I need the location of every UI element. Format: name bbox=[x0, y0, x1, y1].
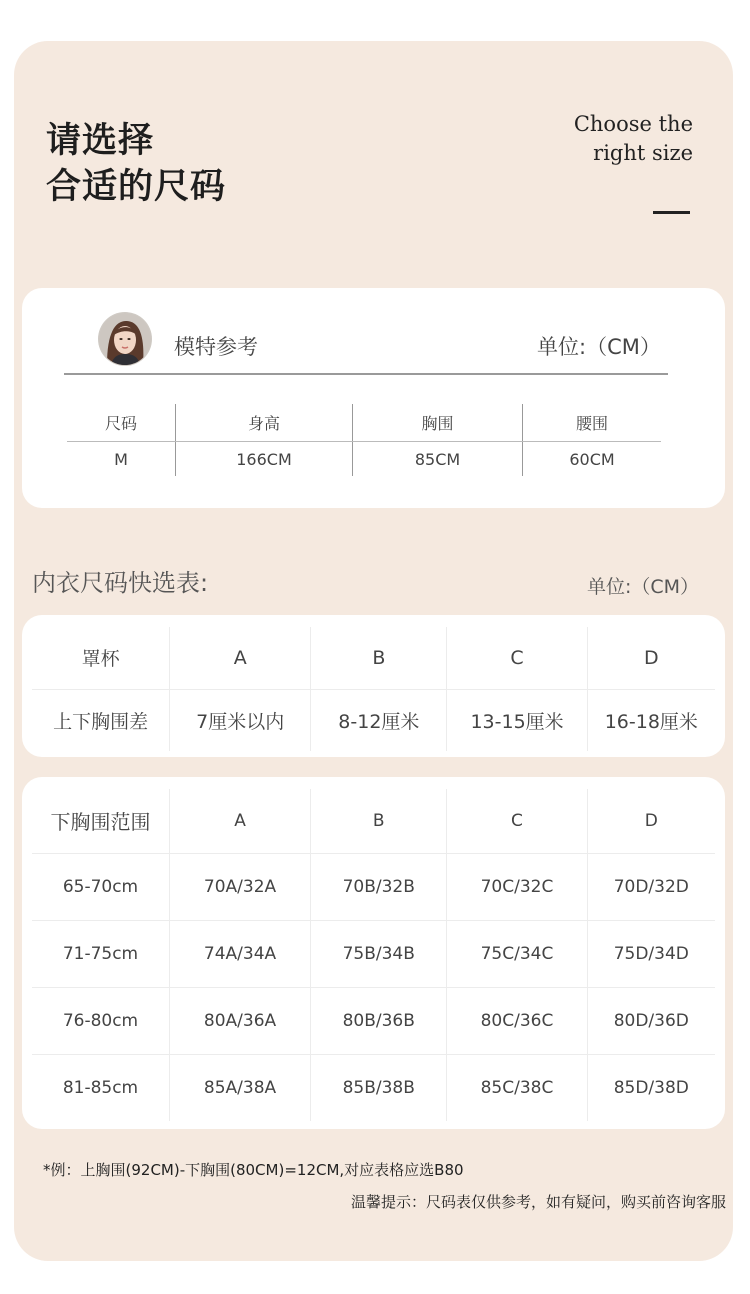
model-unit-label: 单位:（CM） bbox=[537, 335, 661, 359]
column-header: C bbox=[447, 789, 587, 853]
table-cell: 75B/34B bbox=[311, 920, 447, 987]
model-divider bbox=[64, 373, 668, 375]
column-header: D bbox=[587, 789, 715, 853]
table-cell: 70A/32A bbox=[169, 853, 310, 920]
column-header: 尺码 bbox=[67, 404, 176, 442]
table-header-row bbox=[32, 627, 715, 689]
table-cell: M bbox=[114, 449, 128, 469]
model-measurements-table bbox=[67, 404, 661, 476]
row-header: 76-80cm bbox=[32, 987, 169, 1054]
table-cell: 85C/38C bbox=[447, 1054, 587, 1121]
table-header-row bbox=[67, 404, 661, 442]
row-header: 65-70cm bbox=[32, 853, 169, 920]
page-title bbox=[46, 118, 226, 210]
quick-select-unit: 单位:（CM） bbox=[587, 576, 700, 598]
table-cell: 16-18厘米 bbox=[587, 689, 715, 751]
table-cell: 60CM bbox=[523, 442, 662, 477]
table-cell: 85B/38B bbox=[311, 1054, 447, 1121]
subtitle-line-1: Choose the bbox=[573, 112, 693, 136]
table-cell: 85A/38A bbox=[169, 1054, 310, 1121]
table-cell: 80B/36B bbox=[311, 987, 447, 1054]
column-header: C bbox=[447, 627, 587, 689]
table-row bbox=[32, 1054, 715, 1121]
row-header: 上下胸围差 bbox=[32, 689, 170, 751]
subtitle-line-2: right size bbox=[593, 141, 693, 165]
table-cell: 85CM bbox=[353, 442, 523, 477]
row-header: 81-85cm bbox=[32, 1054, 169, 1121]
example-note: *例：上胸围(92CM)-下胸围(80CM)=12CM,对应表格应选B80 bbox=[43, 1161, 464, 1179]
column-header: 腰围 bbox=[523, 404, 662, 442]
column-header: D bbox=[587, 627, 715, 689]
table-cell: 80A/36A bbox=[169, 987, 310, 1054]
tip-note: 温馨提示：尺码表仅供参考，如有疑问，购买前咨询客服 bbox=[350, 1193, 726, 1211]
title-line-2: 合适的尺码 bbox=[46, 167, 227, 207]
model-avatar bbox=[99, 313, 151, 365]
quick-select-title: 内衣尺码快选表: bbox=[32, 569, 209, 597]
table-cell: 70B/32B bbox=[311, 853, 447, 920]
model-reference-label: 模特参考 bbox=[174, 335, 258, 359]
column-header: B bbox=[311, 789, 447, 853]
model-portrait-image bbox=[99, 313, 151, 365]
table-row bbox=[32, 853, 715, 920]
table-cell: 75C/34C bbox=[447, 920, 587, 987]
table-cell: 166CM bbox=[176, 442, 353, 477]
band-size-table bbox=[32, 789, 715, 1121]
column-header: 胸围 bbox=[353, 404, 523, 442]
row-header: 71-75cm bbox=[32, 920, 169, 987]
table-cell: 8-12厘米 bbox=[311, 689, 447, 751]
title-line-1: 请选择 bbox=[46, 121, 155, 161]
table-cell: 75D/34D bbox=[587, 920, 715, 987]
table-row bbox=[32, 920, 715, 987]
table-cell: 13-15厘米 bbox=[447, 689, 587, 751]
table-cell: 7厘米以内 bbox=[170, 689, 311, 751]
row-header: 下胸围范围 bbox=[50, 810, 151, 835]
table-row bbox=[67, 442, 661, 477]
column-header: A bbox=[169, 789, 310, 853]
row-header: 罩杯 bbox=[81, 648, 120, 671]
table-cell: 80D/36D bbox=[587, 987, 715, 1054]
cup-difference-table bbox=[32, 627, 715, 751]
table-cell: 80C/36C bbox=[447, 987, 587, 1054]
column-header: B bbox=[311, 627, 447, 689]
table-cell: 74A/34A bbox=[169, 920, 310, 987]
table-cell: 85D/38D bbox=[587, 1054, 715, 1121]
column-header: 身高 bbox=[176, 404, 353, 442]
column-header: A bbox=[170, 627, 311, 689]
title-divider bbox=[653, 211, 690, 214]
table-row bbox=[32, 689, 715, 751]
table-cell: 70C/32C bbox=[447, 853, 587, 920]
english-subtitle bbox=[574, 110, 693, 168]
table-header-row bbox=[32, 789, 715, 853]
table-cell: 70D/32D bbox=[587, 853, 715, 920]
table-row bbox=[32, 987, 715, 1054]
